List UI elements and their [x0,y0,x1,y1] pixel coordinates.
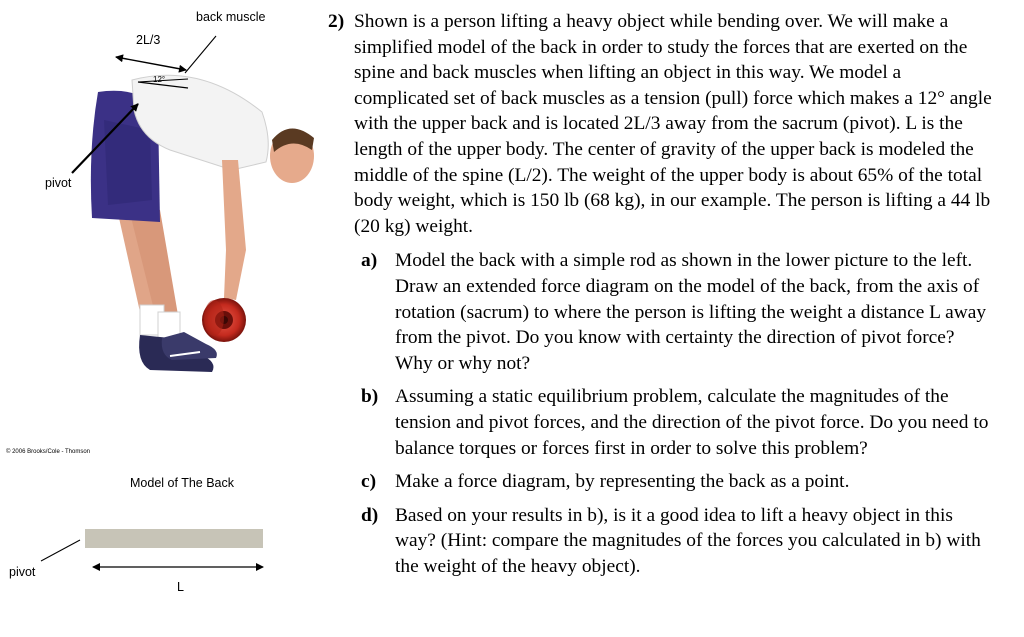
question-letter: c) [361,471,377,493]
pivot-pointer-bottom [41,540,80,561]
angle-label: 12° [153,75,166,84]
question-text: Assuming a static equilibrium problem, calculate the magnitudes of the tension and pivot forces, and the direction of the pivot force. Do you need to balance torques or forces first in order to solve this problem? [395,386,989,459]
question-text: Make a force diagram, by representing the back as a point. [395,471,850,493]
back-model-rod [85,529,263,548]
distance-arrow [116,57,186,70]
pivot-label-top: pivot [45,176,72,190]
question-item [361,503,996,580]
question-letter: b) [361,386,379,408]
problem-number: 2) [328,11,345,32]
pivot-label-bottom: pivot [9,565,36,579]
figure-illustration [0,0,325,637]
problem-block [328,9,996,579]
back-muscle-label: back muscle [196,10,266,24]
question-text: Based on your results in b), is it a good idea to lift a heavy object in this way? (Hint: compare the magnitudes of the forces you calculated in b) with the weight of the heavy object). [395,504,981,577]
question-letter: d) [361,504,379,526]
model-title: Model of The Back [130,476,234,490]
question-item [361,384,996,461]
question-item [361,469,996,495]
problem-statement: Shown is a person lifting a heavy object while bending over. We will make a simplified model of the back in order to study the forces that are exerted on the spine and back muscles when lifting an object in this way. We model a complicated set of back muscles as a tension (pull) force which makes a 12° angle with the upper back and is located 2L/3 away from the sacrum (pivot). L is the length of the upper body. The center of gravity of the upper back is modeled the middle of the spine (L/2). The weight of the upper body is about 65% of the total body weight, which is 150 lb (68 kg), in our example. The person is lifting a 44 lb (20 kg) weight. [354,11,992,237]
back-muscle-pointer [185,36,216,73]
copyright-notice: © 2006 Brooks/Cole - Thomson [6,449,91,455]
question-letter: a) [361,250,378,272]
length-label: L [177,580,184,594]
distance-label: 2L/3 [136,33,161,47]
question-text: Model the back with a simple rod as shown in the lower picture to the left. Draw an extended force diagram on the model of the back, from the axis of rotation (sacrum) to where the person is lifting the weight a distance L away from the pivot. Do you know with certainty the direction of pivot force? Why or why not? [395,250,987,374]
question-item [361,248,996,376]
